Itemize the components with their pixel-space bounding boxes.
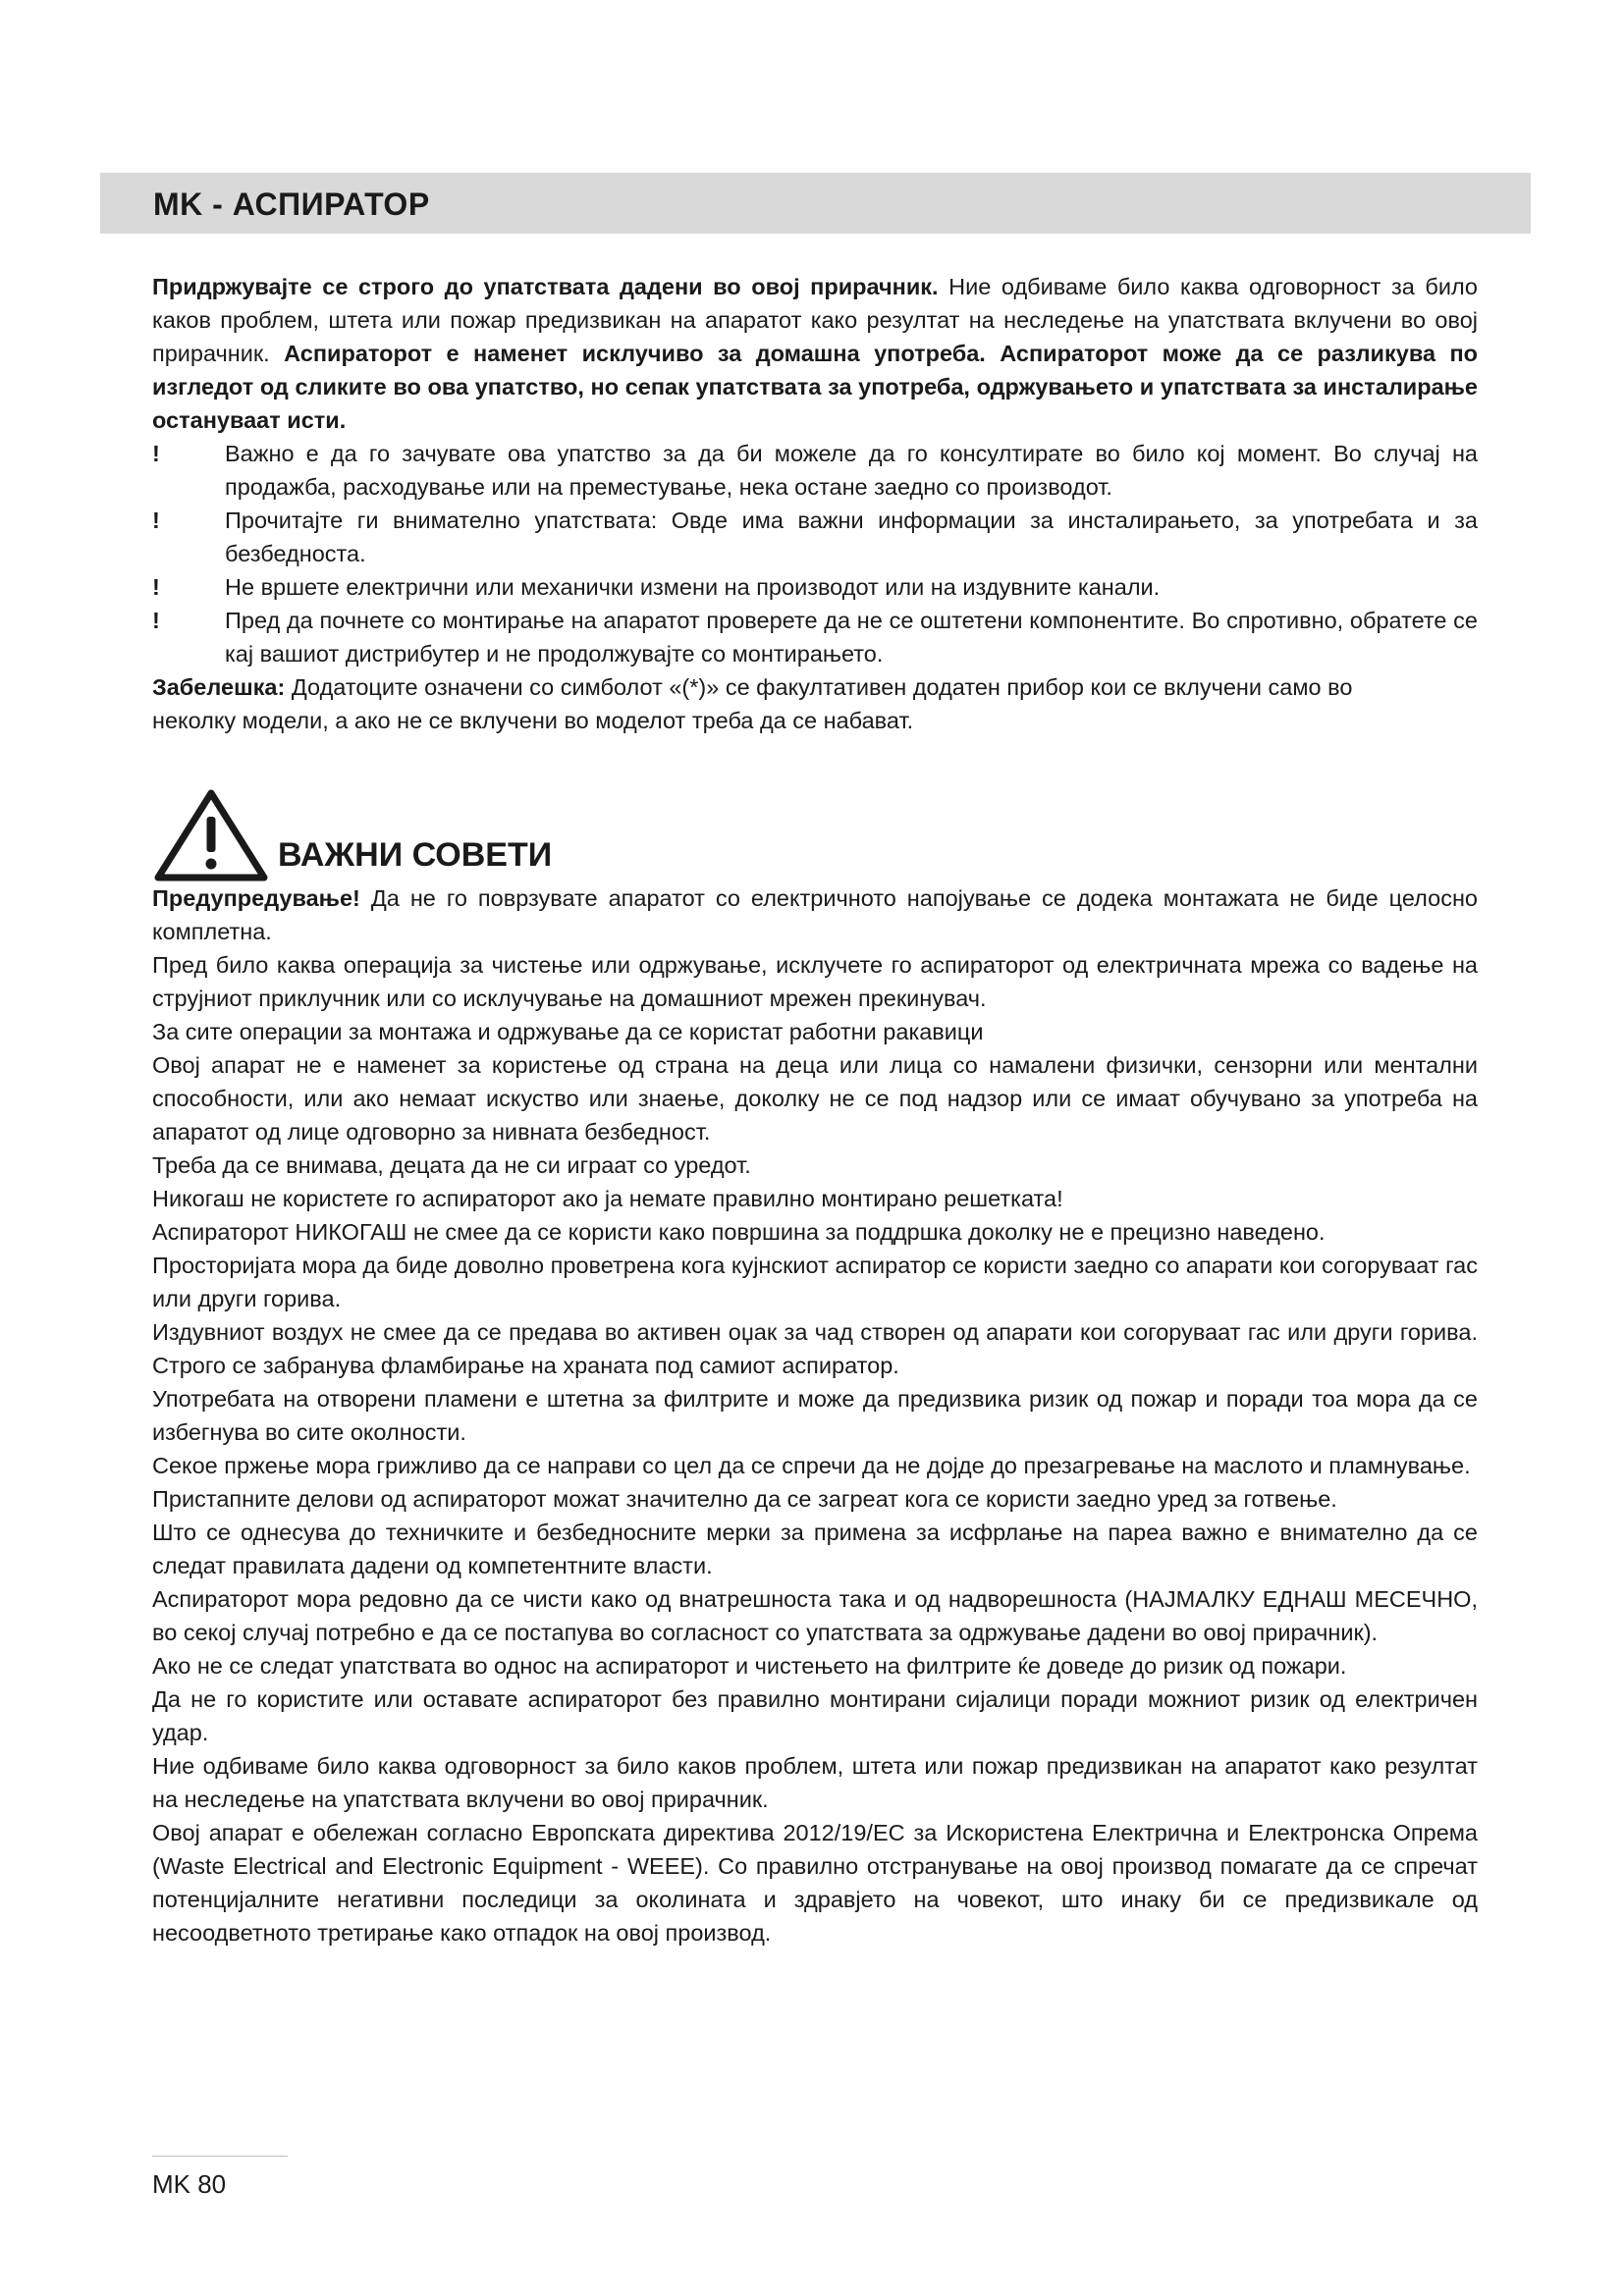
warning-triangle-icon [152, 785, 270, 883]
exclamation-icon: ! [152, 608, 160, 633]
important-title: ВАЖНИ СОВЕТИ [278, 836, 553, 874]
advice-paragraph: Ние одбиваме било каква одговорност за било каков проблем, штета или пожар предизвикан на апаратот како резултат на неследење на упатствата вклучени во овој прирачник. [152, 1753, 1478, 1812]
advice-paragraph: Овој апарат не е наменет за користење од страна на деца или лица со намалени физички, сензорни или ментални способности, или ако немаат искуство или знаење, доколку не се под надзор или се имаат обучувано за употреба на апаратот од лице одговорно за нивната безбедност. [152, 1052, 1478, 1145]
advice-block [152, 881, 1478, 1949]
advice-paragraph: Секое пржење мора грижливо да се направи со цел да се спречи да не дојде до презагревање на маслото и пламнување. [152, 1453, 1471, 1478]
warning-text: Пред да почнете со монтирање на апаратот проверете да не се оштетени компонентите. Во спротивно, обратете се кај вашиот дистрибутер и не продолжувајте со монтирањето. [225, 608, 1478, 667]
exclamation-icon: ! [152, 507, 160, 533]
warning-item [152, 504, 1478, 570]
intro-text: Ние одбиваме било каква одговорност за било каков проблем, штета или пожар предизвикан на апаратот како резултат на неследење на упатствата вклучени во овој прирачник. [152, 274, 1478, 366]
warning-list [152, 437, 1478, 670]
warning-text: Важно е да го зачувате ова упатство за да би можеле да го консултирате во било кој момент. Во случај на продажба, расходување или на преместување, нека остане заедно со производот. [225, 441, 1478, 500]
intro-bold-domestic: Аспираторот е наменет исклучиво за домашна употреба. Аспираторот може да се разликува по изгледот од сликите во ова упатство, но сепак упатствата за употреба, одржувањето и упатствата за инсталирање остануваат исти. [152, 341, 1479, 433]
advice-paragraph: Овој апарат е обележан согласно Европската директива 2012/19/EC за Искористена Електрична и Електронска Опрема (Waste Electrical and Electronic Equipment - WEEE). Со правилно отстранување на овој производ помагате да се спречат потенцијалните негативни последици за околината и здравјето на човекот, што инаку би се предизвикале од несоодветното третирање како отпадок на овој производ. [152, 1820, 1478, 1946]
exclamation-icon: ! [152, 441, 160, 466]
advice-paragraph: За сите операции за монтажа и одржување да се користат работни ракавици [152, 1019, 984, 1044]
exclamation-icon: ! [152, 574, 160, 600]
advice-paragraph: Пристапните делови од аспираторот можат значително да се загреат кога се користи заедно уред за готвење. [152, 1486, 1337, 1512]
advice-paragraph: Аспираторот мора редовно да се чисти како од внатрешноста така и од надворешноста (НАЈМАЛКУ ЕДНАШ МЕСЕЧНО, во секој случај потребно е да се постапува во согласност со упатствата за одржување дадени во овој прирачник). [152, 1586, 1478, 1645]
note-text: Додатоците означени со симболот «(*)» се факултативен додатен прибор кои се вклучени само во [285, 674, 1353, 700]
advice-paragraph: Да не го користите или оставате аспираторот без правилно монтирани сијалици поради можниот ризик од електричен удар. [152, 1686, 1478, 1745]
intro-paragraph [152, 270, 1478, 437]
section-header-band [100, 173, 1531, 234]
advice-paragraph: Употребата на отворени пламени е штетна за филтрите и може да предизвика ризик од пожар и поради тоа мора да се избегнува во сите околности. [152, 1386, 1478, 1445]
page-number: MK 80 [152, 2169, 227, 2199]
advice-lead-text: Да не го поврзувате апаратот со електричното напојување се додека монтажата не биде целосно комплетна. [152, 885, 1478, 944]
note-label: Забелешка: [152, 674, 286, 700]
note-paragraph [152, 670, 1478, 704]
intro-block [152, 270, 1478, 737]
intro-bold-lead: Придржувајте се строго до упатствата дадени во овој прирачник. [152, 274, 939, 299]
warning-item [152, 437, 1478, 504]
advice-lead-label: Предупредување! [152, 885, 360, 911]
advice-lead-paragraph [152, 881, 1478, 948]
advice-paragraph: Издувниот воздух не смее да се предава во активен оџак за чад створен од апарати кои согоруваат гас или други горива. Строго се забранува фламбирање на храната под самиот аспиратор. [152, 1319, 1478, 1378]
advice-paragraph: Ако не се следат упатствата во однос на аспираторот и чистењето на филтрите ќе доведе до ризик од пожари. [152, 1653, 1347, 1679]
advice-paragraph: Што се однесува до техничките и безбедносните мерки за примена за исфрлање на пареа важно е внимателно да се следат правилата дадени од компетентните власти. [152, 1520, 1478, 1578]
note-continuation: неколку модели, а ако не се вклучени во моделот треба да се набават. [152, 708, 914, 733]
advice-paragraph: Пред било каква операција за чистење или одржување, исклучете го аспираторот од електричната мрежа со вадење на струјниот приклучник или со исклучување на домашниот мрежен прекинувач. [152, 952, 1478, 1011]
advice-paragraph: Аспираторот НИКОГАШ не смее да се користи како површина за поддршка доколку не е прецизно наведено. [152, 1219, 1326, 1245]
advice-paragraph: Просторијата мора да биде доволно проветрена кога кујнскиот аспиратор се користи заедно со апарати кои согоруваат гас или други горива. [152, 1253, 1478, 1311]
warning-text: Не вршете електрични или механички измени на производот или на издувните канали. [225, 574, 1161, 600]
warning-item [152, 604, 1478, 670]
section-title: MK - АСПИРАТОР [153, 187, 430, 222]
warning-text: Прочитајте ги внимателно упатствата: Овде има важни информации за инсталирањето, за употребата и за безбедноста. [225, 507, 1478, 566]
footer-divider [152, 2156, 288, 2157]
advice-paragraph: Никогаш не користете го аспираторот ако ја немате правилно монтирано решетката! [152, 1186, 1063, 1211]
advice-paragraph: Треба да се внимава, децата да не си играат со уредот. [152, 1152, 751, 1178]
warning-item [152, 570, 1478, 604]
